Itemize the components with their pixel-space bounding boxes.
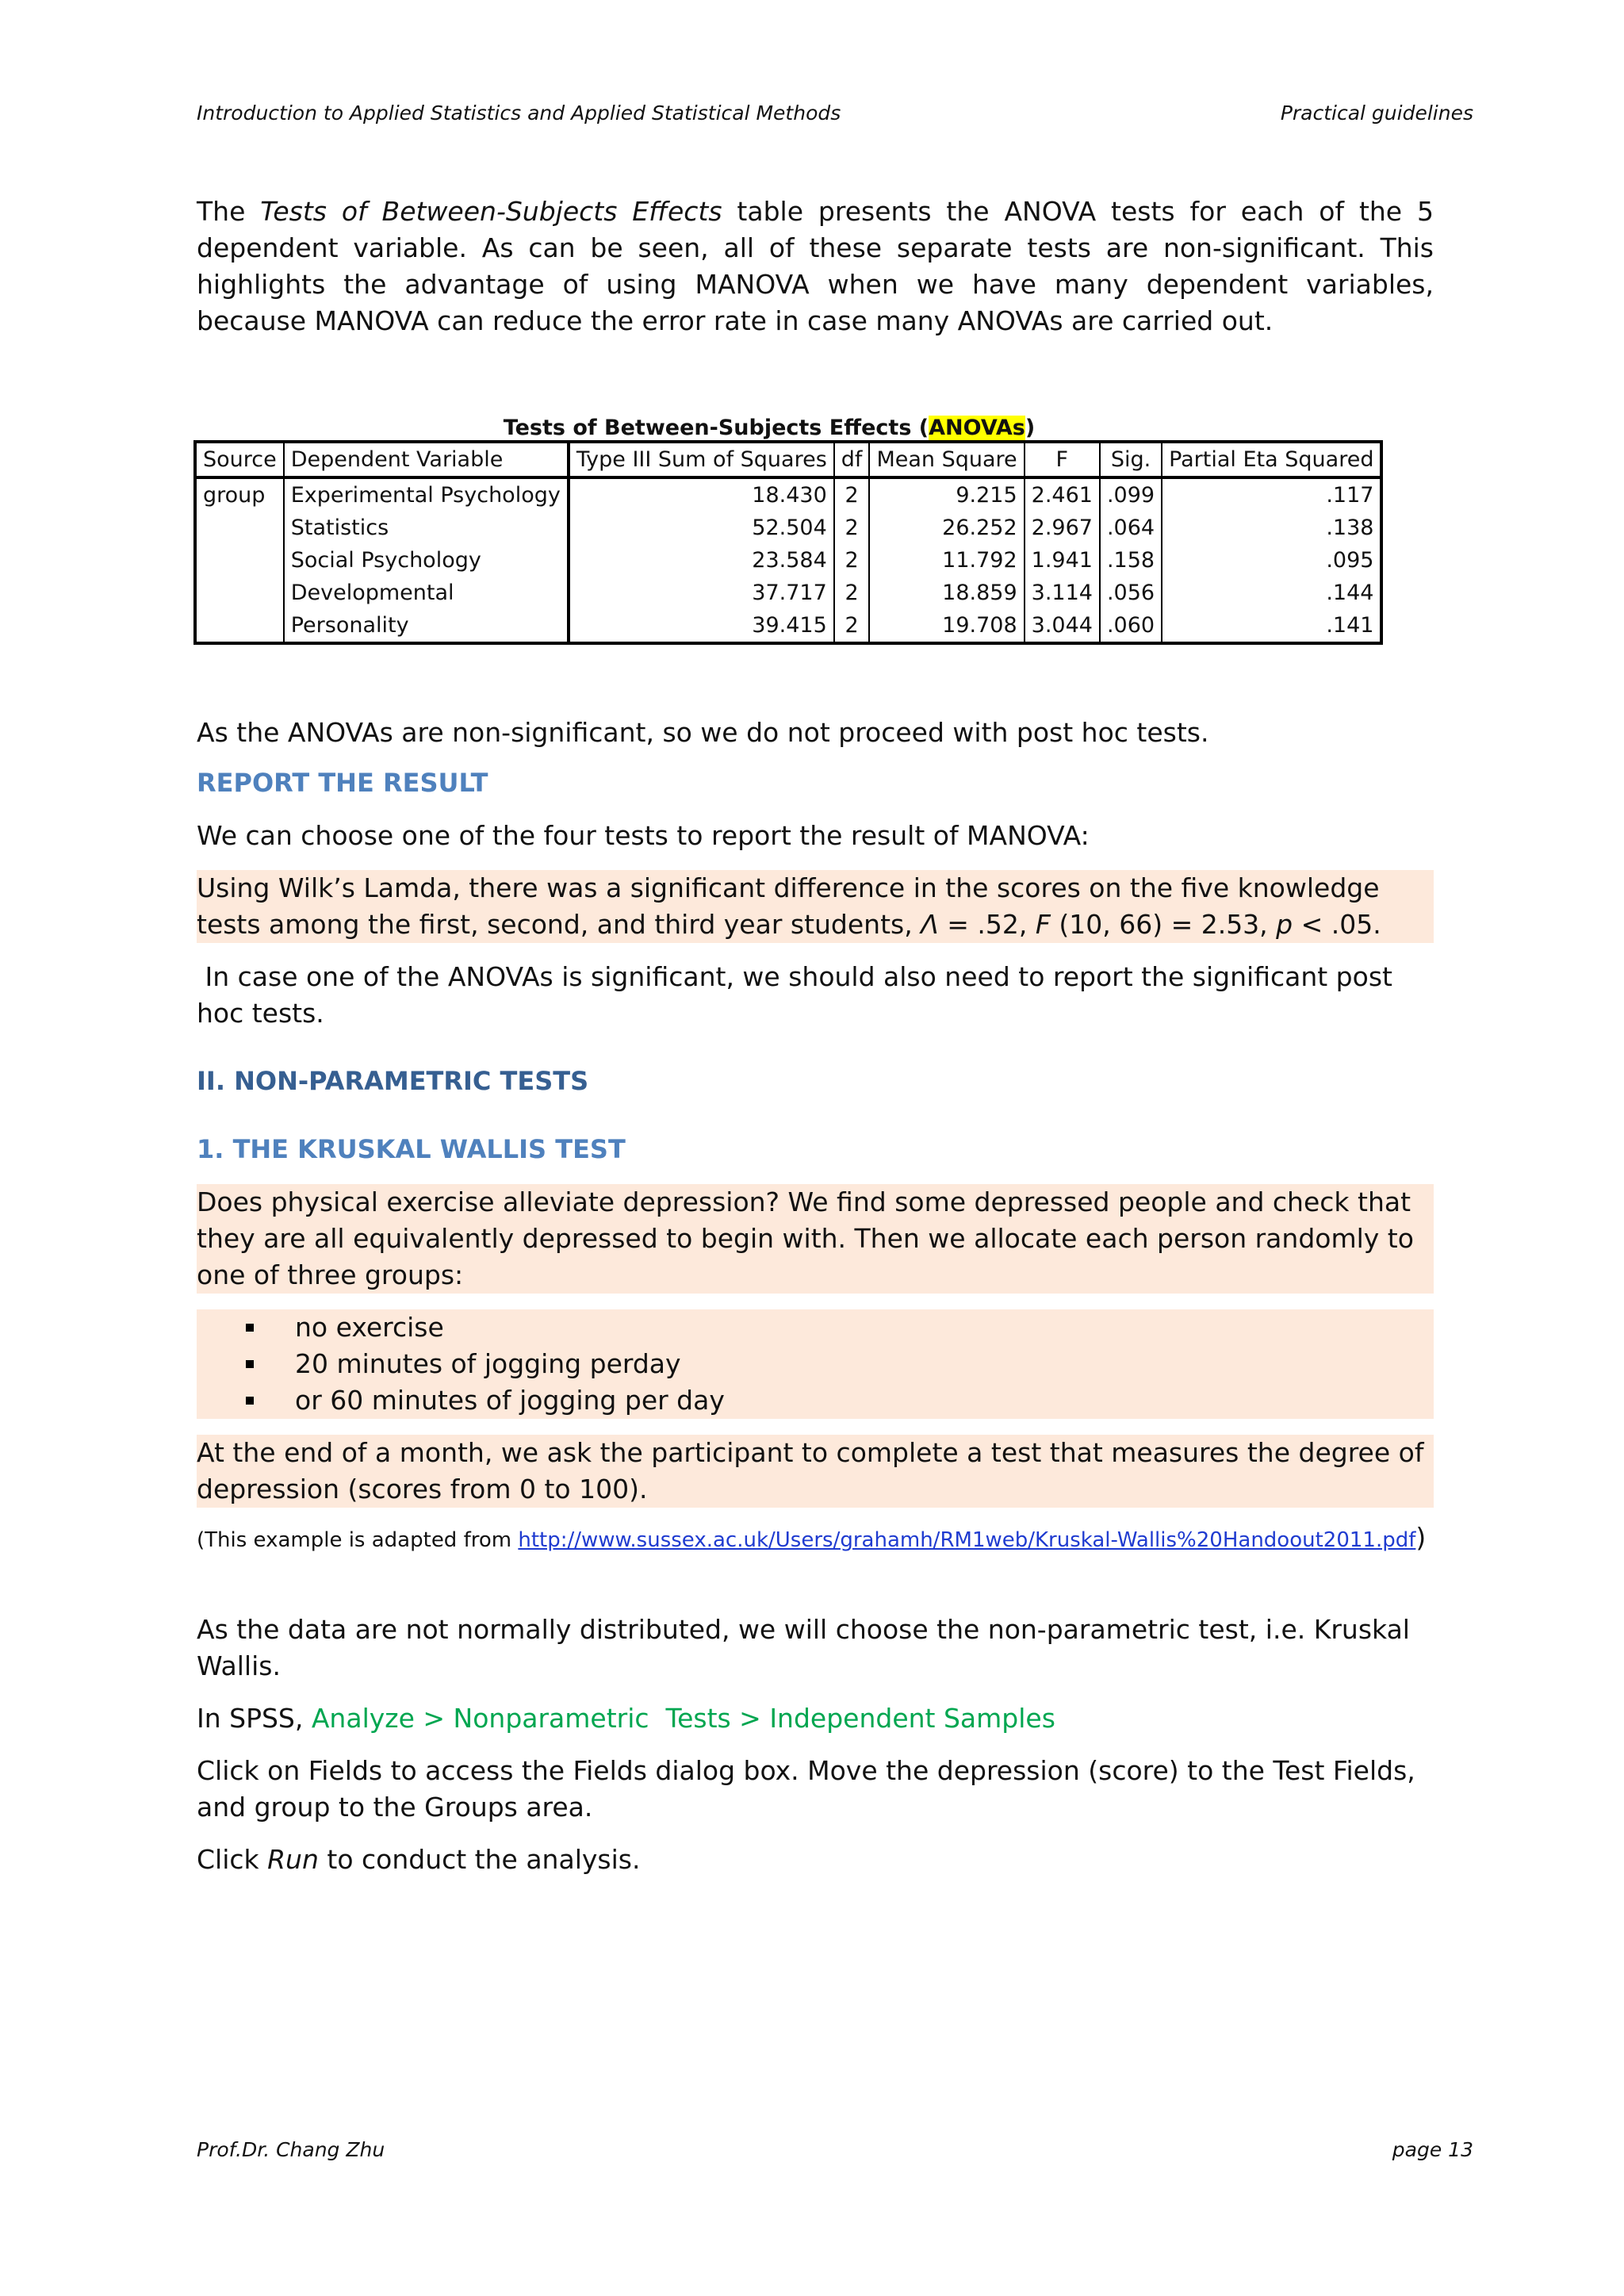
eta-cell: .095: [1326, 548, 1374, 573]
dv-cell: Statistics: [284, 512, 569, 544]
df-cell: 2: [834, 577, 870, 609]
ss-cell: 37.717: [569, 577, 834, 609]
df-cell: 2: [834, 512, 870, 544]
ss-cell: 52.504: [569, 512, 834, 544]
table-row: [195, 477, 1381, 512]
dv-cell: Personality: [284, 609, 569, 643]
spss-menu-path: Analyze > Nonparametric Tests > Independent Samples: [311, 1703, 1055, 1734]
source-cell: [195, 577, 284, 609]
header-right: Practical guidelines: [1280, 102, 1473, 125]
source-cell: [195, 544, 284, 577]
ms-cell: 11.792: [869, 544, 1024, 577]
source-note-pre: (This example is adapted from: [197, 1528, 519, 1552]
report-text-2: = .52,: [938, 909, 1036, 940]
intro-pre: The: [197, 196, 261, 227]
run-paragraph: [197, 1842, 1434, 1878]
example-intro-box: Does physical exercise alleviate depression? We find some depressed people and check that they are all equivalently depressed to begin with. Then we allocate each person randomly to one of three groups:: [197, 1184, 1434, 1294]
header-left: Introduction to Applied Statistics and Applied Statistical Methods: [197, 102, 841, 125]
run-post: to conduct the analysis.: [318, 1844, 641, 1875]
intro-post: table presents the ANOVA tests for each of the 5 dependent variable. As can be seen, all of these separate tests are non-significant. This highlights the advantage of using MANOVA when we have many dependent variables, because MANOVA can reduce the error rate in case many ANOVAs are carried out.: [197, 196, 1434, 336]
col-df: df: [834, 442, 870, 477]
eta-cell: .144: [1326, 581, 1374, 605]
incase-paragraph: In case one of the ANOVAs is significant, we should also need to report the significant post hoc tests.: [197, 961, 1401, 1029]
source-cell: [195, 512, 284, 544]
ms-cell: 19.708: [869, 609, 1024, 643]
sig-cell: .056: [1100, 577, 1162, 609]
report-text-1: Using Wilk’s Lamda, there was a significant difference in the scores on the five knowledge tests among the first, second, and third year students,: [197, 872, 1380, 940]
spss-pre: In SPSS,: [197, 1703, 312, 1734]
groups-list: [197, 1309, 1434, 1419]
example-end-box: At the end of a month, we ask the participant to complete a test that measures the degree of depression (scores from 0 to 100).: [197, 1435, 1434, 1508]
source-link[interactable]: http://www.sussex.ac.uk/Users/grahamh/RM1web/Kruskal-Wallis%20Handoout2011.pdf: [518, 1528, 1416, 1552]
footer-author: Prof.Dr. Chang Zhu: [197, 2138, 385, 2161]
caption-pre: Tests of Between-Subjects Effects (: [503, 416, 929, 440]
f-symbol: F: [1035, 909, 1051, 940]
ss-cell: 39.415: [569, 609, 834, 643]
table-row: [195, 577, 1381, 609]
col-sum-of-squares: Type III Sum of Squares: [569, 442, 834, 477]
col-mean-square: Mean Square: [869, 442, 1024, 477]
not-normal-paragraph: As the data are not normally distributed, we will choose the non-parametric test, i.e. Kruskal Wallis.: [197, 1614, 1410, 1681]
report-text-4: < .05.: [1293, 909, 1381, 940]
dv-cell: Experimental Psychology: [284, 477, 569, 512]
dv-cell: Developmental: [284, 577, 569, 609]
kruskal-heading: 1. THE KRUSKAL WALLIS TEST: [197, 1134, 626, 1164]
spss-path-paragraph: [197, 1700, 1434, 1737]
f-cell: 2.461: [1025, 477, 1100, 512]
source-note-post: ): [1415, 1522, 1427, 1553]
page-footer: [197, 2138, 1473, 2161]
fields-paragraph: Click on Fields to access the Fields dialog box. Move the depression (score) to the Test Fields, and group to the Groups area.: [197, 1755, 1415, 1823]
ms-cell: 9.215: [869, 477, 1024, 512]
f-cell: 1.941: [1025, 544, 1100, 577]
source-cell: group: [195, 477, 284, 512]
eta-cell: .117: [1326, 483, 1374, 508]
page-content: [197, 194, 1434, 1878]
ss-cell: 18.430: [569, 477, 834, 512]
caption-post: ): [1025, 416, 1036, 440]
intro-table-name: Tests of Between-Subjects Effects: [260, 196, 722, 227]
footer-page-number: page 13: [1392, 2138, 1473, 2161]
nonsig-paragraph: As the ANOVAs are non-significant, so we do not proceed with post hoc tests.: [197, 717, 1209, 748]
col-sig: Sig.: [1100, 442, 1162, 477]
anova-table: [193, 440, 1383, 645]
intro-paragraph: [197, 194, 1434, 339]
lambda-symbol: Λ: [921, 909, 939, 940]
sig-cell: .099: [1100, 477, 1162, 512]
table-row: [195, 609, 1381, 643]
list-item: no exercise: [241, 1309, 1434, 1346]
run-pre: Click: [197, 1844, 268, 1875]
dv-cell: Social Psychology: [284, 544, 569, 577]
col-dependent-variable: Dependent Variable: [284, 442, 569, 477]
col-source: Source: [195, 442, 284, 477]
f-cell: 3.044: [1025, 609, 1100, 643]
ss-cell: 23.584: [569, 544, 834, 577]
sig-cell: .064: [1100, 512, 1162, 544]
table-caption: [193, 416, 1345, 440]
choose-paragraph: We can choose one of the four tests to report the result of MANOVA:: [197, 820, 1090, 851]
nonparametric-heading: II. NON-PARAMETRIC TESTS: [197, 1066, 589, 1096]
list-item: 20 minutes of jogging perday: [241, 1346, 1434, 1382]
sig-cell: .158: [1100, 544, 1162, 577]
table-row: [195, 512, 1381, 544]
table-header-row: [195, 442, 1381, 477]
col-partial-eta: Partial Eta Squared: [1162, 442, 1381, 477]
page-header: [197, 102, 1473, 125]
df-cell: 2: [834, 544, 870, 577]
p-symbol: p: [1276, 909, 1293, 940]
f-cell: 3.114: [1025, 577, 1100, 609]
groups-list-box: [197, 1309, 1434, 1419]
eta-cell: .141: [1162, 609, 1381, 643]
run-word: Run: [267, 1844, 319, 1875]
df-cell: 2: [834, 477, 870, 512]
table-row: [195, 544, 1381, 577]
f-cell: 2.967: [1025, 512, 1100, 544]
ms-cell: 18.859: [869, 577, 1024, 609]
ms-cell: 26.252: [869, 512, 1024, 544]
source-cell: [195, 609, 284, 643]
source-note: [197, 1522, 1434, 1556]
col-f: F: [1025, 442, 1100, 477]
df-cell: 2: [834, 609, 870, 643]
report-box: [197, 870, 1434, 943]
caption-highlight: ANOVAs: [929, 416, 1025, 440]
eta-cell: .138: [1326, 516, 1374, 540]
report-text-3: (10, 66) = 2.53,: [1050, 909, 1277, 940]
report-heading: REPORT THE RESULT: [197, 768, 488, 798]
sig-cell: .060: [1100, 609, 1162, 643]
list-item: or 60 minutes of jogging per day: [241, 1382, 1434, 1419]
